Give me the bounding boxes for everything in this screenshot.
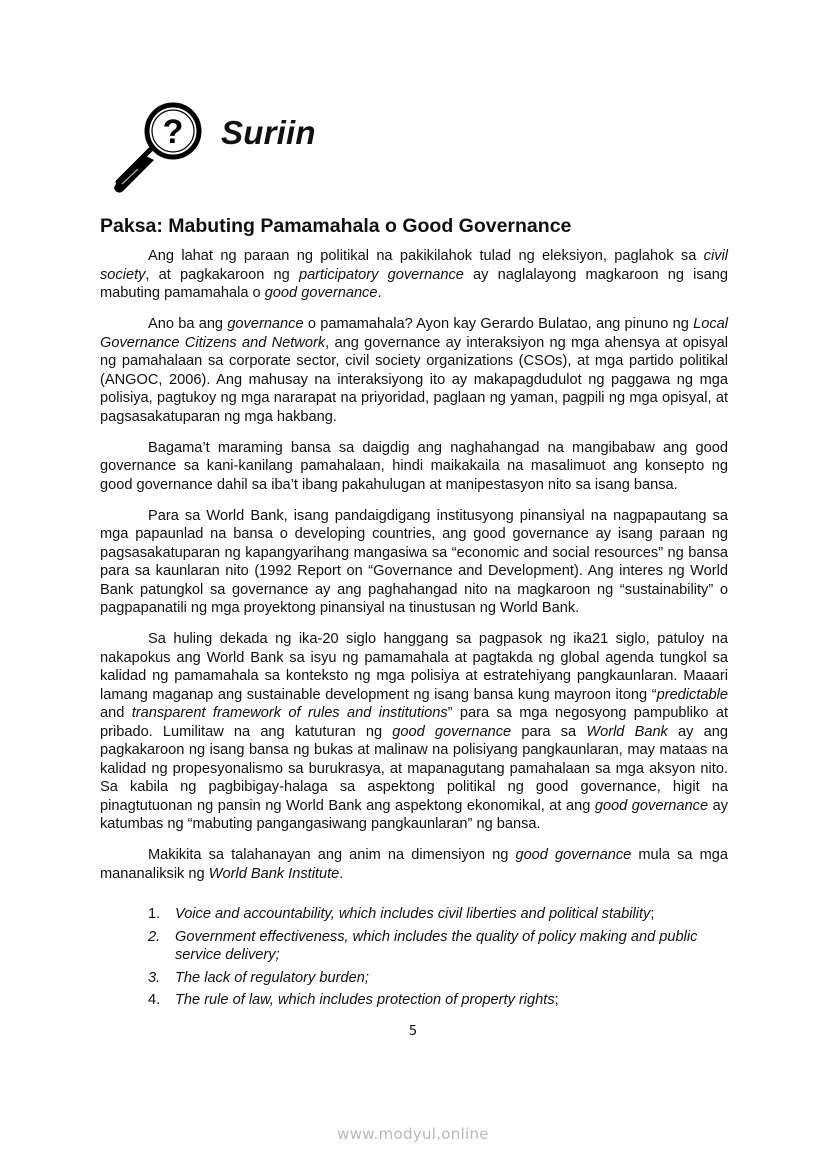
paragraph-1: Ang lahat ng paraan ng politikal na pakikilahok tulad ng eleksiyon, paglahok sa civil society, at pagkakaroon ng participatory governance ay naglalayong magkaroon ng isang mabuting pamamahala o good governance.	[100, 248, 729, 301]
paragraph-4: Para sa World Bank, isang pandaigdigang institusyong pinansiyal na nagpapautang sa mga papaunlad na bansa o developing countries, ang good governance ay isang paraan ng pagsasakatuparan ng kapangyarihang mangasiwa sa “economic and social resources” ng bansa para sa kaunlaran nito (1992 Report on “Governance and Development). Ang interes ng World Bank patungkol sa governance ay ang paghahangad nito na magkaroon ng “sustainability” o pagpapanatili ng mga proyektong pinansiyal na tinustusan ng World Bank.	[100, 507, 728, 616]
section-header	[108, 96, 408, 196]
body-text	[100, 247, 728, 896]
watermark: www.modyul.online	[337, 1125, 489, 1143]
paragraph-6: Makikita sa talahanayan ang anim na dimensiyon ng good governance mula sa mga mananaliksik ng World Bank Institute.	[100, 847, 728, 882]
magnifying-glass-question-icon	[108, 96, 218, 196]
topic-heading: Paksa: Mabuting Pamamahala o Good Governance	[100, 215, 572, 237]
svg-text:?: ?	[162, 113, 184, 151]
governance-dimensions-list	[148, 905, 728, 1014]
list-item: 2. Government effectiveness, which includes the quality of policy making and public service delivery;	[148, 928, 698, 963]
section-title: Suriin	[221, 114, 316, 151]
paragraph-5: Sa huling dekada ng ika-20 siglo hanggang sa pagpasok ng ika21 siglo, patuloy na nakapokus ang World Bank sa isyu ng pamamahala at pagtakda ng global agenda tungkol sa kalidad ng pamamahala sa konteksto ng mga polisiya at estratehiyang pangkaunlaran. Maaari lamang maganap ang sustainable development ng isang bansa kung mayroon itong “predictable and transparent framework of rules and institutions” para sa mga negosyong pampubliko at pribado. Lumilitaw na ang katuturan ng good governance para sa World Bank ay ang pagkakaroon ng isang bansa ng bukas at malinaw na polisiyang pangkaunlaran, may mataas na kalidad ng propesyonalismo sa burukrasya, at mapanagutang pamahalaan sa mga aksyon nito. Sa kabila ng pagbibigay-halaga sa aspektong politikal ng good governance, higit na pinagtutuonan ng pansin ng World Bank ang aspektong ekonomikal, at ang good governance ay katumbas ng “mabuting pangangasiwang pangkaunlaran” ng bansa.	[100, 631, 729, 832]
page-number: 5	[408, 1024, 418, 1039]
list-item: 1. Voice and accountability, which includes civil liberties and political stability;	[148, 906, 655, 922]
paragraph-2: Ano ba ang governance o pamamahala? Ayon kay Gerardo Bulatao, ang pinuno ng Local Governance Citizens and Network, ang governance ay interaksiyon ng mga ahensya at opisyal ng pamahalaan sa corporate sector, civil society organizations (CSOs), at mga partido politikal (ANGOC, 2006). Ang mahusay na interaksiyong ito ay makapagdudulot ng paggawa ng mga polisiya, pagtukoy ng mga nararapat na priyoridad, paglaan ng yaman, pagpili ng mga opisyal, at pagsasakatuparan ng mga hakbang.	[100, 316, 729, 425]
paragraph-3: Bagama’t maraming bansa sa daigdig ang naghahangad na mangibabaw ang good governance sa kani-kanilang pamahalaan, hindi maikakaila na masalimuot ang konsepto ng good governance dahil sa iba’t ibang pakahulugan at manipestasyon nito sa isang bansa.	[100, 439, 728, 493]
list-item: 4. The rule of law, which includes protection of property rights;	[148, 992, 559, 1008]
list-item: 3. The lack of regulatory burden;	[148, 969, 369, 986]
